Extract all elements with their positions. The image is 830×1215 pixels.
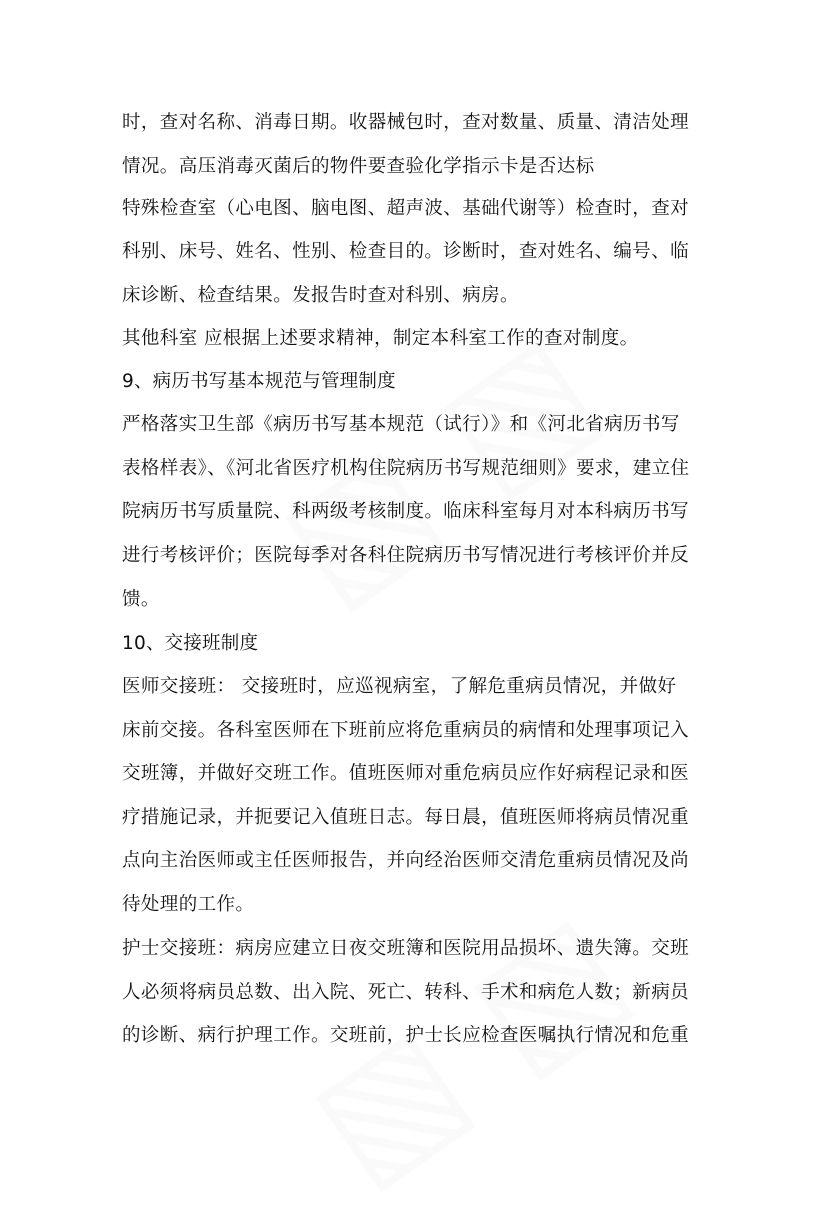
text-line: 科别、床号、姓名、性别、检查目的。诊断时，查对姓名、编号、临 <box>122 241 690 262</box>
text-line: 护士交接班：病房应建立日夜交班簿和医院用品损坏、遗失簿。交班 <box>122 938 690 959</box>
section-heading: 10、交接班制度 <box>122 633 259 654</box>
text-line: 严格落实卫生部《病历书写基本规范（试行）》和《河北省病历书写 <box>122 414 680 435</box>
section-heading: 9、病历书写基本规范与管理制度 <box>122 371 396 392</box>
text-line: 特殊检查室（心电图、脑电图、超声波、基础代谢等）检查时，查对 <box>122 198 690 219</box>
text-line: 馈。 <box>122 589 160 610</box>
text-line: 床诊断、检查结果。发报告时查对科别、病房。 <box>122 285 519 306</box>
text-line: 待处理的工作。 <box>122 894 255 915</box>
text-line: 情况。高压消毒灭菌后的物件要查验化学指示卡是否达标 <box>122 156 595 177</box>
text-line: 床前交接。各科室医师在下班前应将危重病员的病情和处理事项记入 <box>122 720 690 741</box>
text-line: 时，查对名称、消毒日期。收器械包时，查对数量、质量、清洁处理 <box>122 112 690 133</box>
text-line: 其他科室 应根据上述要求精神，制定本科室工作的查对制度。 <box>122 328 639 349</box>
text-line: 交班簿，并做好交班工作。值班医师对重危病员应作好病程记录和医 <box>122 763 690 784</box>
text-line: 进行考核评价；医院每季对各科住院病历书写情况进行考核评价并反 <box>122 545 690 566</box>
text-line: 院病历书写质量院、科两级考核制度。临床科室每月对本科病历书写 <box>122 501 690 522</box>
text-line: 的诊断、病行护理工作。交班前，护士长应检查医嘱执行情况和危重 <box>122 1025 690 1046</box>
text-line: 人必须将病员总数、出入院、死亡、转科、手术和病危人数；新病员 <box>122 982 690 1003</box>
text-line: 医师交接班： 交接班时，应巡视病室，了解危重病员情况，并做好 <box>122 676 677 697</box>
text-line: 点向主治医师或主任医师报告，并向经治医师交清危重病员情况及尚 <box>122 850 690 871</box>
text-line: 疗措施记录，并扼要记入值班日志。每日晨，值班医师将病员情况重 <box>122 807 690 828</box>
text-line: 表格样表》、《河北省医疗机构住院病历书写规范细则》要求，建立住 <box>122 458 690 479</box>
